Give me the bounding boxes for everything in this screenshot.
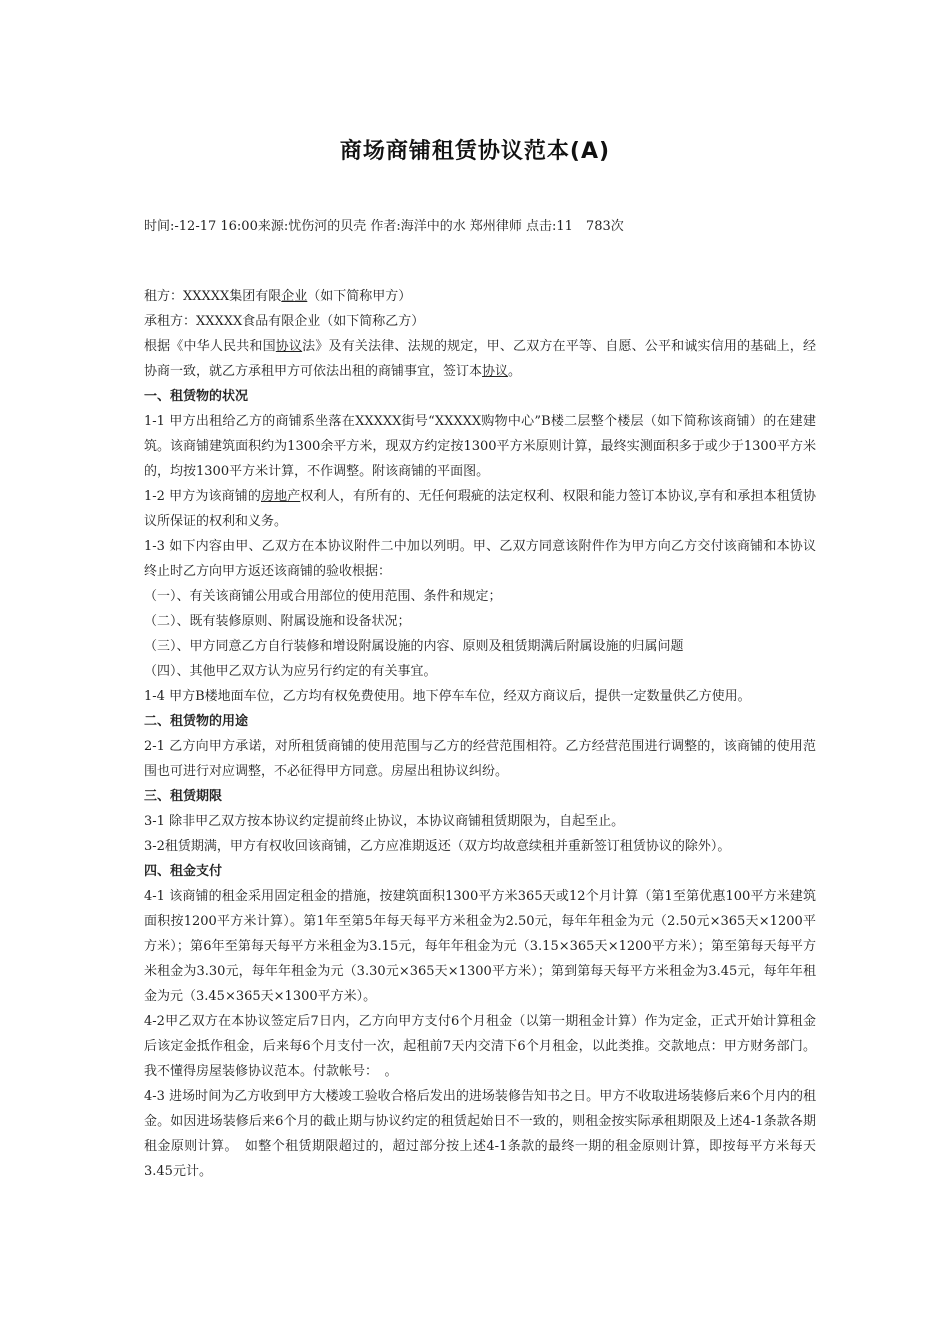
clause-1-4: 1-4 甲方B楼地面车位，乙方均有权免费使用。地下停车车位，经双方商议后，提供一定数量供乙方使用。 bbox=[144, 689, 751, 704]
agreement-link[interactable]: 协议 bbox=[275, 339, 303, 354]
clause-1-2-text-b: 权利人，有所有的、无任何瑕疵的法定权利、权限和能力签订本协议,享有和承担本租赁协议所保证的权利和义务。 bbox=[144, 489, 816, 529]
clause-1-2-text-a: 1-2 甲方为该商铺的 bbox=[144, 489, 261, 504]
real-estate-link[interactable]: 房地产 bbox=[261, 489, 301, 504]
list-item-3: （三）、甲方同意乙方自行装修和增设附属设施的内容、原则及租赁期满后附属设施的归属问题 bbox=[144, 639, 684, 654]
section-heading-1: 一、租赁物的状况 bbox=[144, 389, 249, 404]
lessor-text: 租方：XXXXX集团有限 bbox=[144, 289, 282, 304]
clause-3-2: 3-2租赁期满，甲方有权收回该商铺，乙方应准期返还（双方均故意续租并重新签订租赁协议的除外）。 bbox=[144, 839, 731, 854]
article-meta: 时间:-12-17 16:00来源:忧伤河的贝壳 作者:海洋中的水 郑州律师 点击:11 783次 bbox=[144, 219, 624, 234]
section-heading-2: 二、租赁物的用途 bbox=[144, 714, 249, 729]
section-heading-3: 三、租赁期限 bbox=[144, 789, 223, 804]
document-body bbox=[144, 284, 816, 1184]
clause-4-1: 4-1 该商铺的租金采用固定租金的措施，按建筑面积1300平方米365天或12个月计算（第1至第优惠100平方米建筑面积按1200平方米计算）。第1年至第5年每天每平方米租金为2.50元，每年年租金为元（2.50元×365天×1200平方米）；第6年至第每天每平方米租金为3.15元，每年年租金为元（3.15×365天×1200平方米）；第至第每天每平方米租金为3.30元，每年年租金为元（3.30元×365天×1300平方米）；第到第每天每平方米租金为3.45元，每年年租金为元（3.45×365天×1300平方米）。 bbox=[144, 889, 816, 1004]
preamble-text-b: 法》及有关法律、法规的规定，甲、乙双方在平等、自愿、公平和诚实信用的基础上，经协商一致，就乙方承租甲方可依法出租的商铺事宜，签订本 bbox=[144, 339, 816, 379]
lessor-line bbox=[144, 284, 816, 309]
list-item-2: （二）、既有装修原则、附属设施和设备状况； bbox=[144, 614, 411, 629]
lessor-suffix: （如下简称甲方） bbox=[307, 289, 412, 304]
list-item-1: （一）、有关该商铺公用或合用部位的使用范围、条件和规定； bbox=[144, 589, 502, 604]
clause-2-1: 2-1 乙方向甲方承诺，对所租赁商铺的使用范围与乙方的经营范围相符。乙方经营范围进行调整的，该商铺的使用范围也可进行对应调整，不必征得甲方同意。房屋出租协议纠纷。 bbox=[144, 739, 816, 779]
preamble bbox=[144, 334, 816, 384]
enterprise-link[interactable]: 企业 bbox=[281, 289, 308, 304]
clause-1-1: 1-1 甲方出租给乙方的商铺系坐落在XXXXX街号“XXXXX购物中心”B楼二层整个楼层（如下简称该商铺）的在建建筑。该商铺建筑面积约为1300余平方米，现双方约定按1300平方米原则计算，最终实测面积多于或少于1300平方米的，均按1300平方米计算，不作调整。附该商铺的平面图。 bbox=[144, 414, 816, 479]
clause-4-2: 4-2甲乙双方在本协议签定后7日内，乙方向甲方支付6个月租金（以第一期租金计算）作为定金，正式开始计算租金后该定金抵作租金，后来每6个月支付一次，起租前7天内交清下6个月租金，以此类推。交款地点：甲方财务部门。我不懂得房屋装修协议范本。付款帐号： 。 bbox=[144, 1014, 816, 1079]
agreement-link-2[interactable]: 协议 bbox=[482, 364, 509, 379]
clause-1-2 bbox=[144, 484, 816, 534]
section-heading-4: 四、租金支付 bbox=[144, 864, 223, 879]
list-item-4: （四）、其他甲乙双方认为应另行约定的有关事宜。 bbox=[144, 664, 437, 679]
preamble-text-c: 。 bbox=[508, 364, 522, 379]
lessee-line: 承租方：XXXXX食品有限企业（如下简称乙方） bbox=[144, 314, 425, 329]
clause-3-1: 3-1 除非甲乙双方按本协议约定提前终止协议，本协议商铺租赁期限为，自起至止。 bbox=[144, 814, 625, 829]
clause-4-3: 4-3 进场时间为乙方收到甲方大楼竣工验收合格后发出的进场装修告知书之日。甲方不收取进场装修后来6个月内的租金。如因进场装修后来6个月的截止期与协议约定的租赁起始日不一致的，则租金按实际承租期限及上述4-1条款各期租金原则计算。 如整个租赁期限超过的，超过部分按上述4-1条款的最终一期的租金原则计算，即按每平方米每天3.45元计。 bbox=[144, 1089, 816, 1179]
preamble-text-a: 根据《中华人民共和国 bbox=[144, 339, 276, 354]
clause-1-3: 1-3 如下内容由甲、乙双方在本协议附件二中加以列明。甲、乙双方同意该附件作为甲方向乙方交付该商铺和本协议终止时乙方向甲方返还该商铺的验收根据： bbox=[144, 539, 816, 579]
document-title: 商场商铺租赁协议范本(A) bbox=[339, 139, 611, 164]
